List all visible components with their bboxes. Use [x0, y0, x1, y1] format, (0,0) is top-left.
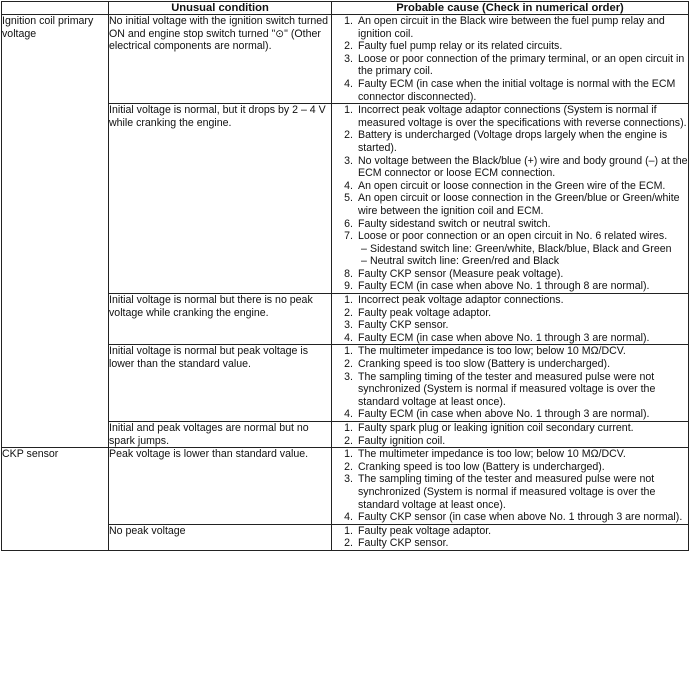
cause-number: 1.	[344, 345, 353, 358]
cause-number: 2.	[344, 40, 353, 53]
cause-text-block	[353, 268, 688, 281]
cause-item	[332, 155, 688, 180]
cause-text: Faulty ignition coil.	[358, 434, 446, 447]
condition-cell: Initial voltage is normal, but it drops by 2 – 4 V while cranking the engine.	[109, 104, 332, 294]
cause-number: 4.	[344, 511, 353, 524]
cause-number: 3.	[344, 154, 353, 167]
condition-cell: No initial voltage with the ignition switch turned ON and engine stop switch turned "⊙" (Other electrical components are normal).	[109, 15, 332, 104]
cause-text-block	[353, 461, 688, 474]
cause-list	[332, 294, 688, 344]
dash-bullet: –	[361, 255, 367, 268]
cause-item	[332, 422, 688, 435]
cause-item	[332, 307, 688, 320]
cause-item	[332, 294, 688, 307]
table-row	[2, 448, 689, 525]
header-probable-cause: Probable cause (Check in numerical order)	[332, 2, 689, 15]
cause-text: Faulty ECM (in case when above No. 1 through 8 are normal).	[358, 280, 650, 293]
cause-number: 3.	[344, 370, 353, 383]
cause-number: 2.	[344, 537, 353, 550]
cause-text: Faulty CKP sensor (Measure peak voltage).	[358, 267, 564, 280]
sub-item	[358, 255, 688, 268]
cause-number: 2.	[344, 460, 353, 473]
cause-item	[332, 511, 688, 524]
cause-number: 5.	[344, 192, 353, 205]
cause-number: 1.	[344, 524, 353, 537]
causes-cell	[332, 345, 689, 422]
cause-text-block	[353, 511, 688, 524]
cause-text: The multimeter impedance is too low; below 10 MΩ/DCV.	[358, 448, 626, 461]
cause-number: 2.	[344, 306, 353, 319]
cause-number: 1.	[344, 104, 353, 117]
cause-text-block	[353, 473, 688, 511]
cause-text: Incorrect peak voltage adaptor connections.	[358, 294, 564, 307]
cause-list	[332, 15, 688, 103]
cause-number: 1.	[344, 15, 353, 27]
cause-text: Faulty ECM (in case when above No. 1 through 3 are normal).	[358, 331, 650, 344]
cause-text: Faulty sidestand switch or neutral switch.	[358, 217, 551, 230]
cause-text: Cranking speed is too slow (Battery is undercharged).	[358, 358, 611, 371]
cause-text-block	[353, 371, 688, 409]
sub-list	[358, 243, 688, 268]
system-cell: Ignition coil primary voltage	[2, 15, 109, 448]
cause-item	[332, 129, 688, 154]
cause-text: An open circuit in the Black wire between the fuel pump relay and ignition coil.	[358, 15, 665, 40]
cause-text-block	[353, 192, 688, 217]
cause-number: 3.	[344, 473, 353, 486]
cause-text-block	[353, 40, 688, 53]
system-cell: CKP sensor	[2, 448, 109, 551]
cause-text-block	[353, 104, 688, 129]
sub-item-text: Sidestand switch line: Green/white, Black/blue, Black and Green	[370, 242, 672, 255]
cause-number: 4.	[344, 77, 353, 90]
condition-cell: Initial and peak voltages are normal but no spark jumps.	[109, 422, 332, 448]
cause-text-block	[353, 155, 688, 180]
sub-item-text: Neutral switch line: Green/red and Black	[370, 255, 560, 268]
cause-number: 4.	[344, 331, 353, 344]
cause-text-block	[353, 294, 688, 307]
cause-text: Battery is undercharged (Voltage drops largely when the engine is started).	[358, 129, 668, 154]
table-header	[2, 2, 689, 15]
cause-text: An open circuit or loose connection in the Green/blue or Green/white wire between the ignition coil and ECM.	[358, 192, 680, 217]
cause-number: 4.	[344, 408, 353, 421]
cause-text: Faulty ECM (in case when the initial voltage is normal with the ECM connector disconnected).	[358, 77, 676, 103]
causes-cell	[332, 422, 689, 448]
cause-item	[332, 371, 688, 409]
cause-text: Faulty peak voltage adaptor.	[358, 524, 492, 537]
cause-list	[332, 525, 688, 550]
sub-item	[358, 243, 688, 256]
cause-text: The sampling timing of the tester and measured pulse were not synchronized (System is normal if measured voltage is over the standard voltage at least once).	[358, 370, 656, 408]
cause-text-block	[353, 280, 688, 293]
header-unusual-condition: Unusual condition	[109, 2, 332, 15]
cause-item	[332, 15, 688, 40]
cause-text-block	[353, 218, 688, 231]
cause-item	[332, 461, 688, 474]
cause-text: Faulty spark plug or leaking ignition coil secondary current.	[358, 422, 634, 434]
cause-item	[332, 537, 688, 550]
cause-number: 7.	[344, 230, 353, 243]
cause-text: No voltage between the Black/blue (+) wire and body ground (–) at the ECM connector or loose ECM connection.	[358, 154, 688, 180]
cause-text-block	[353, 345, 688, 358]
cause-number: 1.	[344, 422, 353, 434]
cause-item	[332, 435, 688, 448]
cause-number: 2.	[344, 434, 353, 447]
cause-item	[332, 40, 688, 53]
causes-cell	[332, 448, 689, 525]
cause-text-block	[353, 307, 688, 320]
cause-list	[332, 422, 688, 447]
cause-text-block	[353, 53, 688, 78]
cause-number: 2.	[344, 358, 353, 371]
header-row	[2, 2, 689, 15]
cause-text-block	[353, 230, 688, 268]
cause-item	[332, 53, 688, 78]
cause-item	[332, 218, 688, 231]
cause-item	[332, 332, 688, 345]
cause-text-block	[353, 448, 688, 461]
cause-text: The multimeter impedance is too low; below 10 MΩ/DCV.	[358, 345, 626, 358]
cause-item	[332, 230, 688, 268]
cause-item	[332, 358, 688, 371]
cause-list	[332, 448, 688, 524]
dash-bullet: –	[361, 242, 367, 255]
cause-text-block	[353, 525, 688, 538]
cause-item	[332, 448, 688, 461]
cause-text-block	[353, 180, 688, 193]
condition-cell: Initial voltage is normal but peak voltage is lower than the standard value.	[109, 345, 332, 422]
causes-cell	[332, 294, 689, 345]
cause-item	[332, 408, 688, 421]
cause-text: Faulty CKP sensor.	[358, 537, 449, 550]
cause-item	[332, 192, 688, 217]
cause-text: The sampling timing of the tester and measured pulse were not synchronized (System is normal if measured voltage is over the standard voltage at least once).	[358, 473, 656, 511]
troubleshooting-table	[1, 1, 689, 551]
condition-cell: No peak voltage	[109, 524, 332, 550]
cause-list	[332, 104, 688, 293]
cause-text: Cranking speed is too low (Battery is undercharged).	[358, 460, 605, 473]
cause-number: 3.	[344, 52, 353, 65]
cause-item	[332, 78, 688, 103]
cause-number: 1.	[344, 294, 353, 307]
cause-item	[332, 473, 688, 511]
cause-text-block	[353, 408, 688, 421]
header-blank	[2, 2, 109, 15]
cause-number: 8.	[344, 267, 353, 280]
cause-list	[332, 345, 688, 421]
cause-number: 1.	[344, 448, 353, 461]
table-body	[2, 15, 689, 551]
cause-number: 2.	[344, 129, 353, 142]
cause-text-block	[353, 15, 688, 40]
cause-text-block	[353, 422, 688, 435]
condition-cell: Peak voltage is lower than standard value.	[109, 448, 332, 525]
cause-text: An open circuit or loose connection in the Green wire of the ECM.	[358, 179, 666, 192]
cause-number: 3.	[344, 319, 353, 332]
cause-text-block	[353, 319, 688, 332]
cause-item	[332, 104, 688, 129]
cause-text: Loose or poor connection or an open circuit in No. 6 related wires.	[358, 230, 668, 243]
cause-text: Faulty ECM (in case when above No. 1 through 3 are normal).	[358, 408, 650, 421]
condition-cell: Initial voltage is normal but there is no peak voltage while cranking the engine.	[109, 294, 332, 345]
cause-number: 4.	[344, 179, 353, 192]
cause-text: Faulty fuel pump relay or its related circuits.	[358, 40, 563, 53]
cause-item	[332, 525, 688, 538]
cause-text: Faulty CKP sensor (in case when above No. 1 through 3 are normal).	[358, 511, 683, 524]
cause-item	[332, 180, 688, 193]
cause-item	[332, 345, 688, 358]
cause-item	[332, 268, 688, 281]
cause-text-block	[353, 129, 688, 154]
cause-text-block	[353, 332, 688, 345]
cause-text: Incorrect peak voltage adaptor connections (System is normal if measured voltage is over the specifications with reverse connections).	[358, 104, 687, 129]
causes-cell	[332, 15, 689, 104]
cause-number: 6.	[344, 217, 353, 230]
cause-text: Faulty peak voltage adaptor.	[358, 306, 492, 319]
cause-text-block	[353, 537, 688, 550]
cause-text-block	[353, 358, 688, 371]
cause-text: Loose or poor connection of the primary terminal, or an open circuit in the primary coil.	[358, 52, 685, 78]
cause-text: Faulty CKP sensor.	[358, 319, 449, 332]
cause-number: 9.	[344, 280, 353, 293]
causes-cell	[332, 104, 689, 294]
cause-text-block	[353, 78, 688, 103]
cause-text-block	[353, 435, 688, 448]
causes-cell	[332, 524, 689, 550]
table-row	[2, 15, 689, 104]
cause-item	[332, 319, 688, 332]
cause-item	[332, 280, 688, 293]
